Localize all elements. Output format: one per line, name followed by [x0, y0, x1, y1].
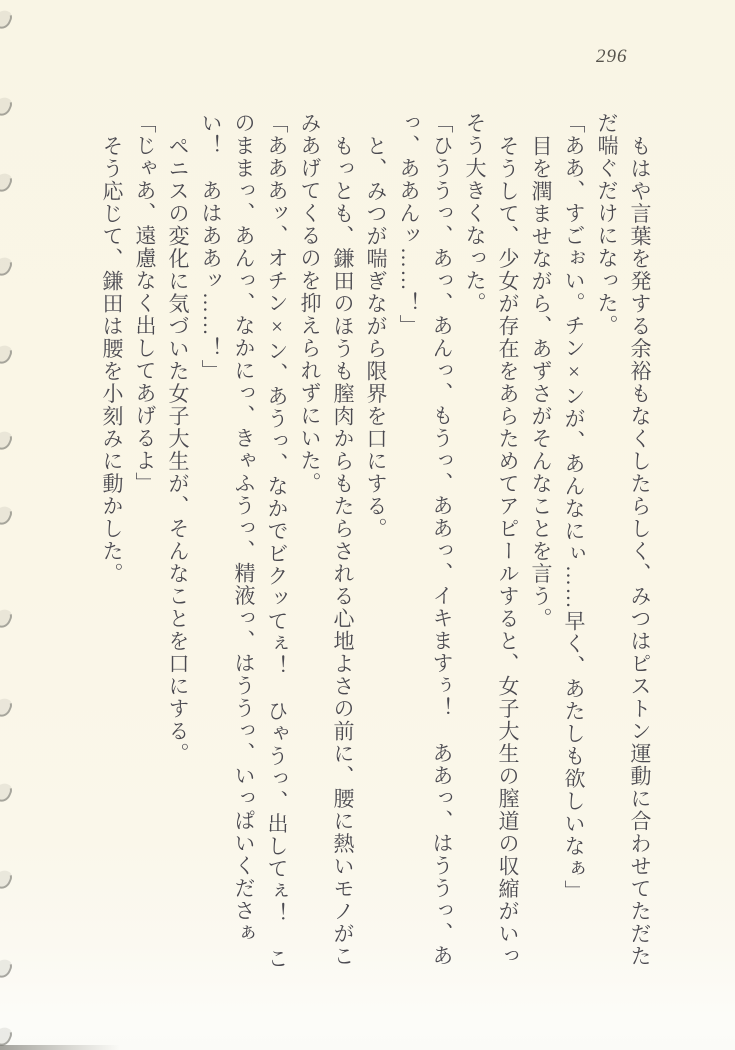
binding-mark — [0, 429, 14, 453]
vertical-text-block — [95, 112, 656, 970]
page-bottom-edge-shadow — [0, 1045, 120, 1050]
text-column-5: そうして、少女が存在をあらためてアピールすると、女子大生の膣道の収縮がいっ — [496, 134, 520, 967]
binding-mark — [0, 957, 14, 981]
binding-mark — [0, 696, 14, 720]
text-column-11: みあげてくるのを抑えられずにいた。 — [298, 112, 322, 495]
text-column-15: ペニスの変化に気づいた女子大生が、そんなことを口にする。 — [166, 134, 190, 765]
text-column-3: 「ああ、すごぉい。チン×ンが、あんなにぃ……早く、あたしも欲しいなぁ」 — [562, 112, 586, 903]
text-column-14: い！ あはああッ……！」 — [199, 112, 223, 382]
text-column-8: っ、ああんッ……！」 — [397, 112, 421, 337]
text-column-17: そう応じて、鎌田は腰を小刻みに動かした。 — [100, 134, 124, 585]
text-column-2: だ喘ぐだけになった。 — [595, 112, 619, 337]
text-column-6: そう大きくなった。 — [463, 112, 487, 315]
binding-mark — [0, 255, 14, 279]
binding-mark — [0, 171, 14, 195]
binding-mark — [0, 8, 14, 32]
text-column-12: 「あああッ、オチン×ン、あうっ、なかでビクッてぇ！ ひゃうっ、出してぇ！ こ — [265, 112, 289, 970]
text-column-9: と、みつが喘ぎながら限界を口にする。 — [364, 134, 388, 540]
binding-mark — [0, 607, 14, 631]
binding-mark — [0, 781, 14, 805]
binding-mark — [0, 504, 14, 528]
binding-mark — [0, 868, 14, 892]
text-column-10: もっとも、鎌田のほうも膣肉からもたらされる心地よさの前に、腰に熱いモノがこ — [331, 134, 355, 967]
binding-mark — [0, 95, 14, 119]
binding-mark — [0, 343, 14, 367]
text-column-16: 「じゃあ、遠慮なく出してあげるよ」 — [133, 112, 157, 495]
text-column-1: もはや言葉を発する余裕もなくしたらしく、みつはピストン運動に合わせてただた — [628, 134, 652, 967]
text-column-13: のままっ、あんっ、なかにっ、きゃふうっ、精液っ、はううっ、いっぱいくださぁ — [232, 112, 256, 945]
page-number: 296 — [596, 46, 628, 67]
text-column-4: 目を潤ませながら、あずさがそんなことを言う。 — [529, 134, 553, 630]
text-column-7: 「ひううっ、あっ、あんっ、もうっ、ああっ、イキますぅ！ ああっ、はううっ、あ — [430, 112, 454, 967]
